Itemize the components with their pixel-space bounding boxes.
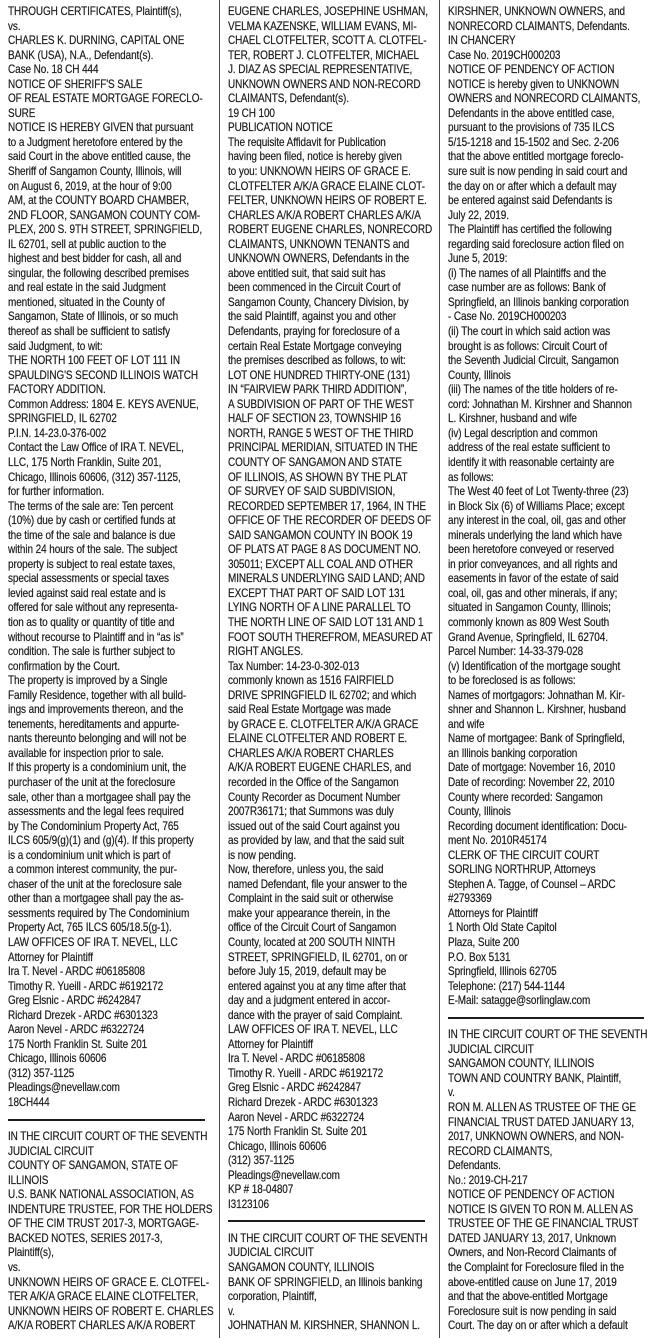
notice-line: commonly known as 809 West South (447, 615, 609, 629)
notice-line: as follows: (447, 470, 494, 484)
notice-line: Timothy R. Yueill - ARDC #6192172 (8, 979, 164, 993)
notice-segment (228, 1232, 434, 1334)
notice-line: Owners, and Non-Record Claimants of (447, 1246, 616, 1260)
notice-line: Date of recording: November 22, 2010 (447, 775, 615, 789)
notice-line: situated in Sangamon County, Illinois; (447, 601, 611, 615)
notice-line: and wife (447, 717, 485, 731)
notice-line: been heretofore conveyed or reserved (447, 543, 614, 557)
notice-line: OF PLATS AT PAGE 8 AS DOCUMENT NO. (228, 543, 422, 557)
notice-line: DATED JANUARY 13, 2017, Unknown (447, 1231, 616, 1245)
notice-line: sale, other than a mortgagee shall pay the (8, 790, 191, 804)
notice-line: CLERK OF THE CIRCUIT COURT (447, 848, 599, 862)
notice-line: commonly known as 1516 FAIRFIELD (228, 674, 395, 688)
notice-line: (iv) Legal description and common (447, 426, 598, 440)
notice-line: corporation, Plaintiff, (228, 1290, 318, 1304)
notice-line: Richard Drezek - ARDC #6301323 (228, 1096, 379, 1110)
notice-line: condition. The sale is further subject to (8, 645, 176, 659)
notice-line: PLEX, 200 S. 9TH STREET, SPRINGFIELD, (8, 223, 203, 237)
notice-line: The West 40 feet of Lot Twenty-three (23) (447, 485, 629, 499)
notice-line: (ii) The court in which said action was (447, 325, 610, 339)
notice-line: SANGAMON COUNTY, ILLINOIS (228, 1260, 375, 1274)
notice-line: L. Kirshner, husband and wife (447, 412, 577, 426)
notice-line: brought is as follows: Circuit Court of (447, 339, 607, 353)
notice-line: v. (228, 1304, 236, 1318)
notice-line: MINERALS UNDERLYING SAID LAND; AND (228, 572, 426, 586)
notice-line: THROUGH CERTIFICATES, Plaintiff(s), (8, 5, 182, 18)
notice-line: Pleadings@nevellaw.com (8, 1081, 120, 1095)
notice-line: (10%) due by cash or certified funds at (8, 514, 176, 528)
notice-line: RIGHT ANGLES. (228, 645, 304, 659)
notice-line: OF SURVEY OF SAID SUBDIVISION, (228, 485, 396, 499)
notice-line: Timothy R. Yueill - ARDC #6192172 (228, 1066, 384, 1080)
notice-segment (228, 5, 434, 1212)
notice-line: (312) 357-1125 (228, 1154, 295, 1168)
notice-line: Stephen A. Tagge, of Counsel – ARDC (447, 877, 616, 891)
notice-segment (448, 1028, 654, 1333)
notice-line: said Real Estate Mortgage was made (228, 703, 392, 717)
notice-line: to you: UNKNOWN HEIRS OF GRACE E. (228, 165, 412, 179)
notice-line: named Defendant, file your answer to the (228, 877, 408, 891)
notice-line: the day on or after which a default may (447, 179, 617, 193)
notice-line: 1 North Old State Capitol (447, 921, 557, 935)
notice-column-3 (439, 0, 658, 1338)
notice-line: tion as to quality or quantity of title and (8, 615, 175, 629)
notice-line: be entered against said Defendants is (447, 194, 612, 208)
notice-line: to a Judgment heretofore entered by the (8, 135, 183, 149)
notice-line: County, Illinois (447, 805, 511, 819)
notice-line: County, located at 200 SOUTH NINTH (228, 936, 396, 949)
notice-line: Ira T. Nevel - ARDC #06185808 (8, 965, 145, 979)
notice-line: KIRSHNER, UNKNOWN OWNERS, and (447, 5, 625, 18)
notice-line: on August 6, 2019, at the hour of 9:00 (8, 179, 172, 193)
notice-line: NOTICE IS HEREBY GIVEN that pursuant (8, 121, 194, 135)
notice-line: Springfield, Illinois 62705 (447, 965, 557, 979)
notice-line: Richard Drezek - ARDC #6301323 (8, 1008, 158, 1022)
notice-line: (v) Identification of the mortgage sought (447, 659, 620, 673)
notice-line: Sheriff of Sangamon County, Illinois, will (8, 165, 182, 179)
notice-line: SAID SANGAMON COUNTY IN BOOK 19 (228, 528, 413, 542)
notice-line: FOOT SOUTH THEREFROM, MEASURED AT (228, 630, 433, 644)
notice-line: NOTICE OF SHERIFF'S SALE (8, 77, 143, 91)
notice-line: CHAEL CLOTFELTER, SCOTT A. CLOTFEL- (228, 34, 427, 48)
notice-line: Property Act, 765 ILCS 605/18.5(g-1). (8, 921, 172, 935)
notice-line: TER, ROBERT J. CLOTFELTER, MICHAEL (228, 48, 420, 62)
notice-line: OF REAL ESTATE MORTGAGE FORECLO- (8, 92, 203, 106)
notice-line: 175 North Franklin St. Suite 201 (228, 1125, 368, 1139)
notice-line: 175 North Franklin St. Suite 201 (8, 1037, 148, 1051)
notice-line: in prior conveyances, and all rights and (447, 557, 618, 571)
notice-line: TER A/K/A GRACE ELAINE CLOTFELTER, (8, 1290, 199, 1304)
notice-line: NOTICE is hereby given to UNKNOWN (447, 77, 619, 91)
notice-line: a common interest community, the pur- (8, 863, 177, 877)
notice-line: No.: 2019-CH-217 (447, 1173, 528, 1187)
notice-line: INDENTURE TRUSTEE, FOR THE HOLDERS (8, 1202, 213, 1216)
notice-line: EXCEPT THAT PART OF SAID LOT 131 (228, 586, 406, 600)
notice-line: SANGAMON COUNTY, ILLINOIS (447, 1057, 594, 1071)
notice-line: thereof as shall be sufficient to satisfy (8, 325, 171, 339)
notice-line: The property is improved by a Single (8, 674, 168, 688)
notice-line: BANK OF SPRINGFIELD, an Illinois banking (228, 1275, 423, 1289)
notice-line: confirmation by the Court. (8, 659, 120, 673)
notice-line: OF THE CIM TRUST 2017-3, MORTGAGE- (8, 1217, 199, 1231)
notice-line: PRINCIPAL MERIDIAN, SITUATED IN THE (228, 441, 418, 455)
notice-line: above-entitled cause on June 17, 2019 (447, 1275, 617, 1289)
notice-line: identify it with reasonable certainty are (447, 455, 614, 469)
notice-line: IL 62701, sell at public auction to the (8, 237, 167, 251)
notice-line: NONRECORD CLAIMANTS, Defendants. (447, 19, 630, 33)
notice-line: Recording document identification: Docu- (447, 819, 627, 833)
notice-line: for further information. (8, 485, 105, 499)
notice-line: Defendants. (447, 1159, 501, 1173)
notice-line: SPRINGFIELD, IL 62702 (8, 412, 117, 426)
notice-line: IN “FAIRVIEW PARK THIRD ADDITION”, (228, 383, 408, 397)
notice-line: LAW OFFICES OF IRA T. NEVEL, LLC (228, 1023, 398, 1037)
notice-line: IN THE CIRCUIT COURT OF THE SEVENTH (228, 1231, 428, 1245)
notice-line: CLAIMANTS, UNKNOWN TENANTS and (228, 237, 410, 251)
notice-line: tenements, hereditaments and appurte- (8, 717, 180, 731)
notice-line: County, Illinois (447, 368, 511, 382)
notice-column-1 (0, 0, 219, 1338)
notice-line: Greg Elsnic - ARDC #6242847 (228, 1081, 362, 1095)
notice-line: day and a judgment entered in accor- (228, 994, 391, 1008)
notice-line: nants thereunto belonging and will not be (8, 732, 187, 746)
notice-line: CHARLES A/K/A ROBERT CHARLES (228, 746, 395, 760)
notice-line: #2793369 (447, 892, 492, 906)
notice-segment (448, 5, 654, 1009)
notice-line: The requisite Affidavit for Publication (228, 135, 387, 149)
notice-line: special assessments or special taxes (8, 572, 169, 586)
notice-line: said Judgment, to wit: (8, 339, 103, 353)
notice-line: I3123106 (228, 1197, 270, 1211)
notice-line: to be foreclosed is as follows: (447, 674, 576, 688)
notice-line: 2ND FLOOR, SANGAMON COUNTY COM- (8, 208, 201, 222)
notice-line: chaser of the unit at the foreclosure sale (8, 877, 182, 891)
notice-line: assessments and the legal fees required (8, 805, 184, 819)
notice-line: Foreclosure suit is now pending in said (447, 1304, 617, 1318)
notice-line: highest and best bidder for cash, all and (8, 252, 182, 266)
notice-line: shner and Shannon L. Kirshner, husband (447, 703, 626, 717)
notice-line: is now pending. (228, 848, 297, 862)
notice-line: Aaron Nevel - ARDC #6322724 (8, 1023, 145, 1037)
notice-line: NORTH, RANGE 5 WEST OF THE THIRD (228, 426, 414, 440)
notice-line: BACKED NOTES, SERIES 2017-3, (8, 1231, 163, 1245)
notice-line: June 5, 2019: (447, 252, 507, 266)
notice-line: purchaser of the unit at the foreclosure (8, 775, 176, 789)
notice-line: DRIVE SPRINGFIELD IL 62702; and which (228, 688, 417, 702)
notice-line: by GRACE E. CLOTFELTER A/K/A GRACE (228, 717, 419, 731)
notice-line: STREET, SPRINGFIELD, IL 62701, on or (228, 950, 408, 964)
notice-line: offered for sale without any representa- (8, 601, 178, 615)
notice-line: FINANCIAL TRUST DATED JANUARY 13, (447, 1115, 634, 1129)
notice-line: Defendants in the above entitled case, (447, 106, 615, 120)
notice-line: office of the Circuit Court of Sangamon (228, 921, 397, 935)
notice-line: 18CH444 (8, 1096, 50, 1110)
notice-line: Attorney for Plaintiff (8, 950, 93, 964)
notice-line: LOT ONE HUNDRED THIRTY-ONE (131) (228, 368, 411, 382)
notice-line: A/K/A ROBERT EUGENE CHARLES, and (228, 761, 412, 775)
notice-line: Sangamon, State of Illinois, or so much (8, 310, 179, 324)
notice-line: THE NORTH LINE OF SAID LOT 131 AND 1 (228, 615, 424, 629)
notice-line: any interest in the coal, oil, gas and other (447, 514, 626, 528)
section-divider-rule (448, 1017, 644, 1019)
notice-line: LYING NORTH OF A LINE PARALLEL TO (228, 601, 411, 615)
notice-line: Chicago, Illinois 60606, (312) 357-1125, (8, 470, 181, 484)
notice-line: JUDICIAL CIRCUIT (8, 1144, 94, 1158)
notice-line: case number are as follows: Bank of (447, 281, 606, 295)
notice-line: issued out of the said Court against you (228, 819, 401, 833)
notice-segment (8, 5, 215, 1111)
notice-line: JOHNATHAN M. KIRSHNER, SHANNON L. (228, 1319, 421, 1333)
notice-line: minerals underlying the land which have (447, 528, 622, 542)
notice-line: the Seventh Judicial Circuit, Sangamon (447, 354, 619, 368)
notice-line: AM, at the COUNTY BOARD CHAMBER, (8, 194, 190, 208)
notice-line: Names of mortgagors: Johnathan M. Kir- (447, 688, 625, 702)
notice-line: A SUBDIVISION OF PART OF THE WEST (228, 397, 415, 411)
notice-line: IN THE CIRCUIT COURT OF THE SEVENTH (447, 1028, 648, 1042)
notice-line: Aaron Nevel - ARDC #6322724 (228, 1110, 365, 1124)
notice-line: UNKNOWN OWNERS, Defendants in the (228, 252, 410, 266)
notice-line: been commenced in the Circuit Court of (228, 281, 401, 295)
notice-line: and that the above-entitled Mortgage (447, 1290, 608, 1304)
notice-line: P.I.N. 14-23.0-376-002 (8, 426, 107, 440)
notice-line: the premises described as follows, to wit: (228, 354, 406, 368)
notice-line: (i) The names of all Plaintiffs and the (447, 266, 606, 280)
notice-line: LLC, 175 North Franklin, Suite 201, (8, 455, 162, 469)
notice-line: Attorneys for Plaintiff (447, 906, 538, 920)
notice-line: said Court in the above entitled cause, the (8, 150, 191, 164)
notice-line: EUGENE CHARLES, JOSEPHINE USHMAN, (228, 5, 429, 18)
notice-line: sure suit is now pending in said court and (447, 165, 627, 179)
notice-line: KP # 18-04807 (228, 1183, 294, 1197)
notice-line: The Plaintiff has certified the following (447, 223, 612, 237)
notice-line: Family Residence, together with all build- (8, 688, 187, 702)
notice-line: 5/15-1218 and 15-1502 and Sec. 2-206 (447, 135, 619, 149)
notice-line: vs. (8, 1260, 21, 1274)
notice-line: SORLING NORTHRUP, Attorneys (447, 863, 596, 877)
notice-line: BANK (USA), N.A., Defendant(s). (8, 48, 154, 62)
section-divider-rule (8, 1119, 205, 1121)
notice-line: RECORD CLAIMANTS, (447, 1144, 553, 1158)
notice-line: HALF OF SECTION 23, TOWNSHIP 16 (228, 412, 402, 426)
notice-line: having been filed, notice is hereby given (228, 150, 403, 164)
notice-line: Tax Number: 14-23-0-302-013 (228, 659, 360, 673)
notice-line: sessments required by The Condominium (8, 906, 190, 920)
notice-line: ILLINOIS (8, 1173, 49, 1187)
notice-line: v. (447, 1086, 455, 1100)
notice-line: County Recorder as Document Number (228, 790, 401, 804)
notice-line: other than a mortgagee shall pay the as- (8, 892, 184, 906)
notice-line: NOTICE IS GIVEN TO RON M. ALLEN AS (447, 1202, 633, 1216)
notice-line: pursuant to the provisions of 735 ILCS (447, 121, 614, 135)
notice-line: an Illinois banking corporation (447, 746, 577, 760)
notice-line: before July 15, 2019, default may be (228, 965, 387, 979)
notice-line: regarding said foreclosure action filed on (447, 237, 624, 251)
notice-segment (8, 1130, 215, 1334)
notice-line: TOWN AND COUNTRY BANK, Plaintiff, (447, 1071, 621, 1085)
notice-line: Springfield, an Illinois banking corporation (447, 295, 629, 309)
notice-line: 19 CH 100 (228, 106, 276, 120)
notice-line: that the above entitled mortgage foreclo- (447, 150, 624, 164)
notice-line: ROBERT EUGENE CHARLES, NONRECORD (228, 223, 433, 237)
notice-line: the time of the sale and balance is due (8, 528, 176, 542)
notice-line: OFFICE OF THE RECORDER OF DEEDS OF (228, 514, 432, 528)
notice-line: ment No. 2010R45174 (447, 834, 547, 848)
notice-line: by The Condominium Property Act, 765 (8, 819, 179, 833)
notice-line: ELAINE CLOTFELTER AND ROBERT E. (228, 732, 408, 746)
notice-line: vs. (8, 19, 21, 33)
notice-line: Date of mortgage: November 16, 2010 (447, 761, 615, 775)
notice-line: CHARLES K. DURNING, CAPITAL ONE (8, 34, 185, 48)
notice-line: NOTICE OF PENDENCY OF ACTION (447, 1188, 615, 1202)
notice-line: - Case No. 2019CH000203 (447, 310, 566, 324)
notice-line: (iii) The names of the title holders of re- (447, 383, 618, 397)
notice-line: COUNTY OF SANGAMON, STATE OF (8, 1159, 178, 1173)
notice-line: ILCS 605/9(g)(1) and (g)(4). If this property (8, 834, 194, 848)
notice-line: RECORDED SEPTEMBER 17, 1964, IN THE (228, 499, 427, 513)
notice-line: If this property is a condominium unit, the (8, 761, 187, 775)
notice-line: Complaint in the said suit or otherwise (228, 892, 394, 906)
notice-line: Parcel Number: 14-33-379-028 (447, 645, 583, 659)
notice-line: Attorney for Plaintiff (228, 1037, 314, 1051)
notice-line: UNKNOWN HEIRS OF GRACE E. CLOTFEL- (8, 1275, 209, 1289)
notice-line: Pleadings@nevellaw.com (228, 1168, 341, 1182)
notice-line: SPAULDING'S SECOND ILLINOIS WATCH (8, 368, 199, 382)
notice-line: ings and improvements thereon, and the (8, 703, 184, 717)
notice-line: LAW OFFICES OF IRA T. NEVEL, LLC (8, 936, 178, 949)
notice-line: NOTICE OF PENDENCY OF ACTION (447, 63, 615, 77)
notice-line: mentioned, situated in the County of (8, 295, 165, 309)
notice-line: P.O. Box 5131 (447, 950, 511, 964)
notice-line: the Complaint for Foreclosure filed in the (447, 1260, 624, 1274)
notice-line: Grand Avenue, Springfield, IL 62704. (447, 630, 608, 644)
notice-line: easements in favor of the estate of said (447, 572, 619, 586)
notice-line: CLAIMANTS, Defendant(s). (228, 92, 350, 106)
notice-line: coal, oil, gas and other minerals, if any; (447, 586, 617, 600)
notice-line: CHARLES A/K/A ROBERT CHARLES A/K/A (228, 208, 422, 222)
notice-line: Defendants, praying for foreclosure of a (228, 325, 401, 339)
notice-line: Telephone: (217) 544-1144 (447, 979, 565, 993)
notice-line: U.S. BANK NATIONAL ASSOCIATION, AS (8, 1188, 194, 1202)
notice-line: the said Plaintiff, against you and other (228, 310, 397, 324)
notice-line: make your appearance therein, in the (228, 906, 391, 920)
notice-line: PUBLICATION NOTICE (228, 121, 333, 135)
notice-line: J. DIAZ AS SPECIAL REPRESENTATIVE, (228, 63, 413, 77)
notice-line: certain Real Estate Mortgage conveying (228, 339, 402, 353)
notice-line: Name of mortgagee: Bank of Springfield, (447, 732, 625, 746)
notice-line: THE NORTH 100 FEET OF LOT 111 IN (8, 354, 180, 368)
notice-line: available for inspection prior to sale. (8, 746, 164, 760)
notice-line: 2007R36171; that Summons was duly (228, 805, 394, 819)
notice-line: COUNTY OF SANGAMON AND STATE (228, 455, 403, 469)
notice-line: Case No. 18 CH 444 (8, 63, 99, 77)
notice-line: in Block Six (6) of Williams Place; except (447, 499, 625, 513)
notice-line: County where recorded: Sangamon (447, 790, 603, 804)
notice-line: as provided by law, and that the said suit (228, 834, 405, 848)
notice-line: Plaza, Suite 200 (447, 936, 519, 949)
notice-line: SURE (8, 106, 36, 120)
notice-line: Court. The day on or after which a default (447, 1319, 628, 1333)
notice-line: July 22, 2019. (447, 208, 509, 222)
notice-line: Now, therefore, unless you, the said (228, 863, 384, 877)
notice-line: Ira T. Nevel - ARDC #06185808 (228, 1052, 366, 1066)
notice-line: FELTER, UNKNOWN HEIRS OF ROBERT E. (228, 194, 428, 208)
notice-line: JUDICIAL CIRCUIT (228, 1246, 315, 1260)
notice-line: Common Address: 1804 E. KEYS AVENUE, (8, 397, 199, 411)
section-divider-rule (228, 1220, 424, 1222)
notice-line: OF ILLINOIS, AS SHOWN BY THE PLAT (228, 470, 408, 484)
notice-line: Chicago, Illinois 60606 (8, 1052, 107, 1066)
notice-line: levied against said real estate and is (8, 586, 166, 600)
notice-line: entered against you at any time after that (228, 979, 406, 993)
notice-column-2 (219, 0, 438, 1338)
notice-line: and real estate in the said Judgment (8, 281, 166, 295)
notice-line: (312) 357-1125 (8, 1066, 75, 1080)
notice-line: RON M. ALLEN AS TRUSTEE OF THE GE (447, 1100, 636, 1114)
notice-line: property is subject to real estate taxes, (8, 557, 176, 571)
notice-line: is a condominium unit which is part of (8, 848, 171, 862)
notice-line: E-Mail: satagge@sorlinglaw.com (447, 994, 590, 1008)
notice-line: JUDICIAL CIRCUIT (447, 1042, 534, 1056)
notice-line: address of the real estate sufficient to (447, 441, 610, 455)
notice-line: 305011; EXCEPT ALL COAL AND OTHER (228, 557, 414, 571)
notice-line: singular, the following described premises (8, 266, 189, 280)
notice-line: FACTORY ADDITION. (8, 383, 106, 397)
notice-line: without recourse to Plaintiff and in “as is” (8, 630, 184, 644)
notice-line: cord: Johnathan M. Kirshner and Shannon (447, 397, 632, 411)
notice-line: A/K/A ROBERT CHARLES A/K/A ROBERT (8, 1319, 196, 1333)
notice-line: The terms of the sale are: Ten percent (8, 499, 174, 513)
notice-line: recorded in the Office of the Sangamon (228, 775, 399, 789)
notice-line: within 24 hours of the sale. The subject (8, 543, 178, 557)
notice-line: IN CHANCERY (447, 34, 516, 48)
notice-line: above entitled suit, that said suit has (228, 266, 386, 280)
notice-line: Chicago, Illinois 60606 (228, 1139, 327, 1153)
notice-line: UNKNOWN OWNERS AND NON-RECORD (228, 77, 421, 91)
notice-line: Greg Elsnic - ARDC #6242847 (8, 994, 141, 1008)
notice-line: 2017, UNKNOWN OWNERS, and NON- (447, 1130, 624, 1144)
notice-line: UNKNOWN HEIRS OF ROBERT E. CHARLES (8, 1304, 214, 1318)
notice-line: Sangamon County, Chancery Division, by (228, 295, 409, 309)
notice-line: IN THE CIRCUIT COURT OF THE SEVENTH (8, 1130, 208, 1144)
notice-line: VELMA KAZENSKE, WILLIAM EVANS, MI- (228, 19, 417, 33)
notice-line: CLOTFELTER A/K/A GRACE ELAINE CLOT- (228, 179, 426, 193)
notice-line: TRUSTEE OF THE GE FINANCIAL TRUST (447, 1217, 638, 1231)
notice-line: Case No. 2019CH000203 (447, 48, 561, 62)
notice-line: Contact the Law Office of IRA T. NEVEL, (8, 441, 184, 455)
notice-line: dance with the prayer of said Complaint. (228, 1008, 403, 1022)
notice-line: OWNERS and NONRECORD CLAIMANTS, (447, 92, 641, 106)
notice-line: Plaintiff(s), (8, 1246, 54, 1260)
